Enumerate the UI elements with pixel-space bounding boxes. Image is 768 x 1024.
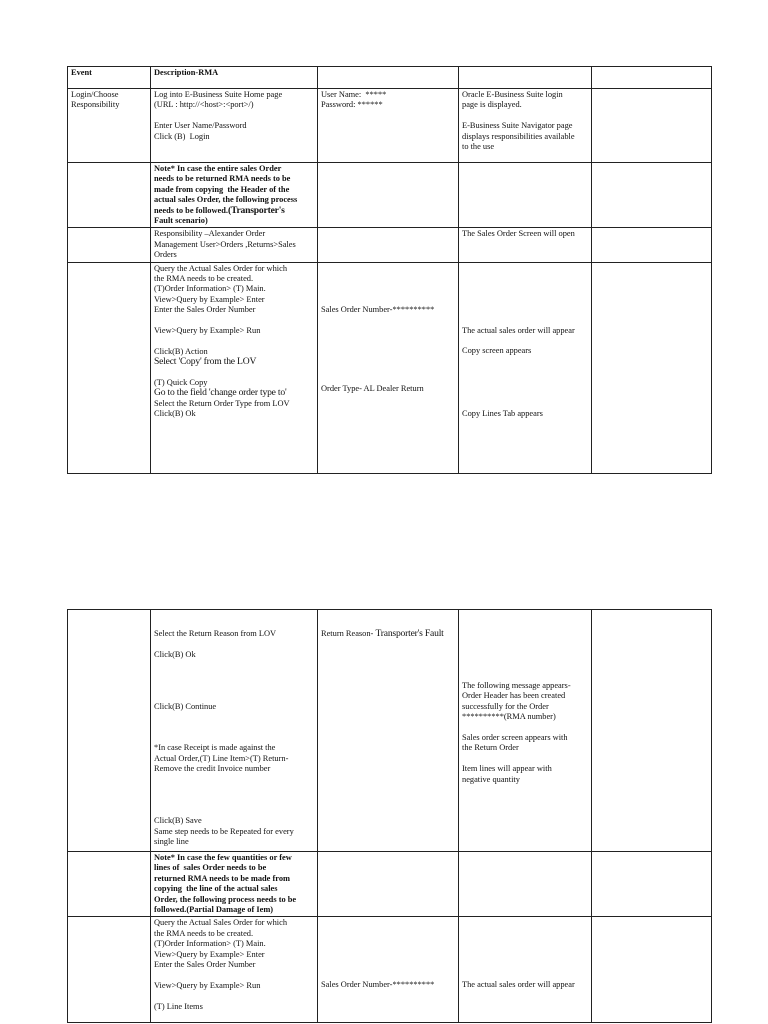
login-result: Oracle E-Business Suite login page is displayed. [462,90,563,110]
table-row [68,89,712,163]
login-step: Log into E-Business Suite Home page (URL : http://<host>:<port>/) [154,90,283,110]
note-scenario: (Transporter's [227,204,285,216]
note-entire-order: Note* In case the entire sales Order needs to be returned RMA needs to be made from copying the Header of the actual sales Order, the following process needs to be followed. [154,164,298,215]
click-ok-step: Click(B) Ok [154,649,196,659]
negative-quantity-result: Item lines will appear with negative quantity [462,764,552,784]
table-row [68,228,712,262]
sales-order-screen-result: The Sales Order Screen will open [462,229,575,239]
return-order-screen-result: Sales order screen appears with the Return Order [462,733,568,753]
select-copy-step: Select 'Copy' from the LOV [154,356,257,368]
quick-copy-step: (T) Quick Copy [154,378,208,388]
order-header-created-result: The following message appears- Order Header has been created successfully for the Order **********(RMA number) [462,681,571,722]
line-items-step: (T) Line Items [154,1001,203,1011]
table-row [68,163,712,228]
event-cell: Login/Choose Responsibility [71,90,120,110]
rma-table-2 [67,609,712,1023]
sales-order-number-data: Sales Order Number-********** [321,305,435,315]
copy-lines-result: Copy Lines Tab appears [462,408,543,418]
table-header-row [68,67,712,89]
actual-order-result: The actual sales order will appear [462,325,575,335]
order-type-data: Order Type- AL Dealer Return [321,383,424,393]
action-step: Click(B) Action [154,346,208,356]
table-row [68,917,712,1023]
header-blank-2 [459,67,592,89]
header-blank-1 [318,67,459,89]
note-scenario-end: Fault scenario) [154,216,208,226]
click-continue-step: Click(B) Continue [154,701,217,711]
table-row [68,852,712,917]
return-reason-label: Return Reason- [321,629,376,638]
enter-credentials-step: Enter User Name/Password Click (B) Login [154,121,247,141]
table-row [68,610,712,852]
change-order-type-step: Go to the field 'change order type to' [154,387,287,399]
return-reason-value: Transporter's Fault [375,628,444,639]
save-step: Click(B) Save Same step needs to be Repeated for every single line [154,816,294,847]
return-order-type-step: Select the Return Order Type from LOV Click(B) Ok [154,398,290,419]
header-event: Event [68,67,151,89]
credentials-data: User Name: ***** Password: ****** [321,90,387,110]
navigator-result: E-Business Suite Navigator page displays responsibilities available to the use [462,121,575,152]
header-description: Description-RMA [151,67,318,89]
header-blank-3 [592,67,712,89]
query-order-step: Query the Actual Sales Order for which the RMA needs to be created. (T)Order Information> (T) Main. View>Query by Example> Enter Enter the Sales Order Number [154,918,288,970]
responsibility-step: Responsibility –Alexander Order Management User>Orders ,Returns>Sales Orders [154,229,296,260]
query-order-step: Query the Actual Sales Order for which the RMA needs to be created. (T)Order Information> (T) Main. View>Query by Example> Enter Enter the Sales Order Number [154,263,288,315]
copy-screen-result: Copy screen appears [462,346,532,356]
note-partial-order: Note* In case the few quantities or few lines of sales Order needs to be returned RMA needs to be made from copying the line of the actual sales Order, the following process needs to be followed.(Partial Damage of Iem) [154,853,297,915]
rma-table-1 [67,66,712,474]
run-query-step: View>Query by Example> Run [154,326,261,336]
sales-order-number-data: Sales Order Number-********** [321,980,435,990]
receipt-note-step: *In case Receipt is made against the Actual Order,(T) Line Item>(T) Return- Remove the credit Invoice number [154,743,289,774]
table-row [68,262,712,473]
actual-order-result: The actual sales order will appear [462,980,575,990]
run-query-step: View>Query by Example> Run [154,980,261,990]
return-reason-step: Select the Return Reason from LOV [154,629,277,638]
